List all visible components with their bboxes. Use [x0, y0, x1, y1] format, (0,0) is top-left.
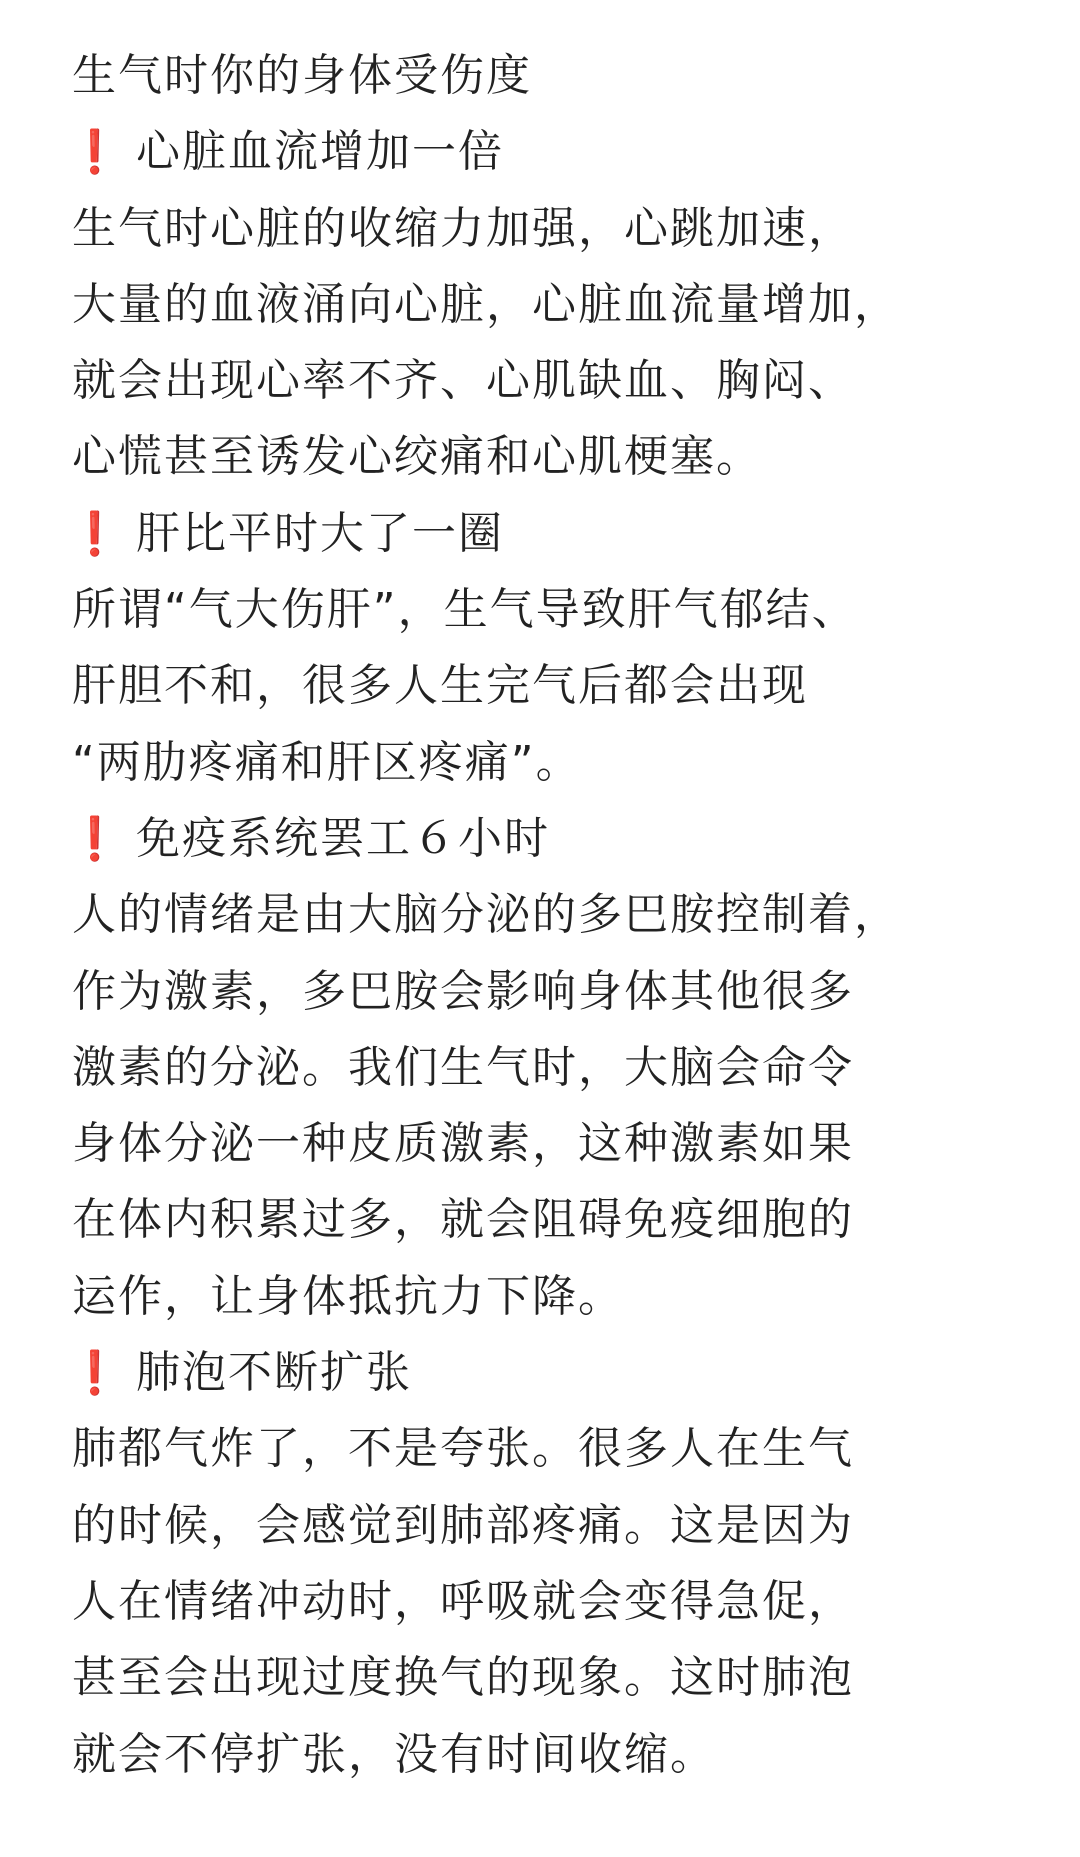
paragraph-line: 身体分泌一种皮质激素，这种激素如果 — [72, 1118, 854, 1170]
section-heading — [68, 801, 1032, 877]
paragraph-line: 的时候，会感觉到肺部疼痛。这是因为 — [72, 1499, 854, 1551]
section-heading-text: 肺泡不断扩张 — [136, 1347, 412, 1399]
section-heading — [68, 1335, 1032, 1411]
section-heading-text: 免疫系统罢工６小时 — [136, 812, 550, 864]
paragraph-line: 甚至会出现过度换气的现象。这时肺泡 — [72, 1652, 854, 1704]
paragraph-line: 所谓“气大伤肝”，生气导致肝气郁结、 — [72, 584, 858, 636]
article-title: 生气时你的身体受伤度 — [72, 50, 532, 101]
section-heading — [68, 496, 1032, 572]
exclamation-icon: ❗ — [68, 1348, 124, 1398]
paragraph-line: 肝胆不和，很多人生完气后都会出现 — [72, 660, 808, 712]
paragraph-line: 在体内积累过多，就会阻碍免疫细胞的 — [72, 1194, 854, 1246]
paragraph-line: 作为激素，多巴胺会影响身体其他很多 — [72, 965, 854, 1017]
paragraph-line: 人的情绪是由大脑分泌的多巴胺控制着， — [72, 889, 900, 941]
section-heading — [68, 114, 1032, 190]
paragraph-line: 就会出现心率不齐、心肌缺血、胸闷、 — [72, 355, 854, 407]
section-heading-text: 肝比平时大了一圈 — [136, 507, 504, 559]
paragraph-line: 运作，让身体抵抗力下降。 — [72, 1270, 624, 1322]
exclamation-icon: ❗ — [68, 813, 124, 863]
paragraph-line: “两肋疼痛和肝区疼痛”。 — [72, 736, 582, 788]
paragraph-line: 生气时心脏的收缩力加强，心跳加速， — [72, 202, 854, 254]
paragraph-line: 人在情绪冲动时，呼吸就会变得急促， — [72, 1575, 854, 1627]
article — [68, 38, 1032, 1793]
exclamation-icon: ❗ — [68, 508, 124, 558]
section-heading-text: 心脏血流增加一倍 — [136, 126, 504, 178]
paragraph-line: 肺都气炸了，不是夸张。很多人在生气 — [72, 1423, 854, 1475]
exclamation-icon: ❗ — [68, 127, 124, 177]
paragraph-line: 就会不停扩张，没有时间收缩。 — [72, 1728, 716, 1780]
paragraph-line: 激素的分泌。我们生气时，大脑会命令 — [72, 1041, 854, 1093]
paragraph-line: 大量的血液涌向心脏，心脏血流量增加， — [72, 278, 900, 330]
paragraph-line: 心慌甚至诱发心绞痛和心肌梗塞。 — [72, 431, 762, 483]
